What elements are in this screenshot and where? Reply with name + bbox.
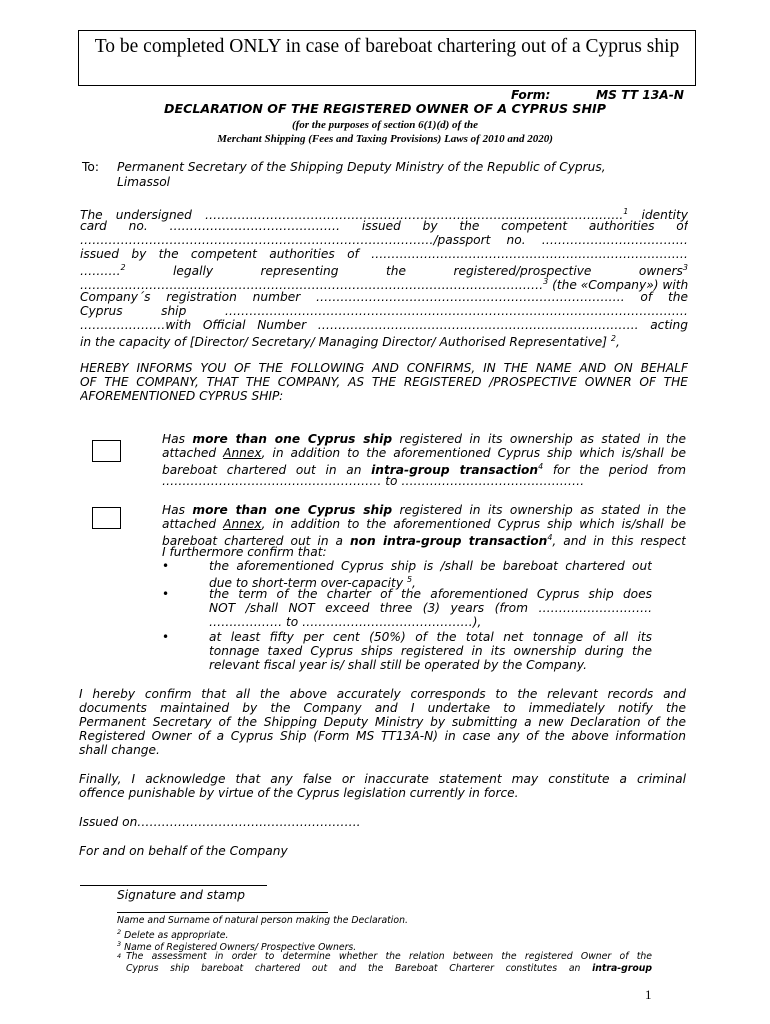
footnote-2: $^2$ Delete as appropriate. — [117, 928, 229, 942]
footnote-1: Name and Surname of natural person making the Declaration. — [117, 915, 408, 926]
completion-notice-banner — [78, 30, 696, 86]
bullet-icon: • — [162, 630, 170, 644]
form-code: MS TT 13A-N — [596, 88, 684, 102]
footnote-4-marker: 4 — [117, 952, 122, 960]
option2-line-1: Has more than one Cyprus ship registered in its ownership as stated in the — [162, 503, 686, 517]
option1-line-2: attached Annex, in addition to the aforementioned Cyprus ship which is/shall be — [162, 446, 686, 460]
option1-line-3: bareboat chartered out in an intra-group transaction$^4$ for the period from — [162, 462, 686, 478]
subtitle-line-1: (for the purposes of section 6(1)(d) of the — [291, 119, 479, 131]
acknowledge-line-2: offence punishable by virtue of the Cyprus legislation currently in force. — [79, 786, 519, 800]
bullet-icon: • — [162, 559, 170, 573]
banner-text: To be completed ONLY in case of bareboat chartering out of a Cyprus ship — [94, 36, 680, 57]
confirm-line-1: I hereby confirm that all the above accurately corresponds to the relevant records and — [79, 687, 686, 701]
footnote-4-line-2: Cyprus ship bareboat chartered out and the Bareboat Charterer constitutes an intra-group — [126, 963, 652, 974]
addressee-line-2: Limassol — [117, 175, 171, 189]
option1-period-field: ……………………………………………… to ……………………………………… — [162, 474, 585, 488]
form-label: Form: — [511, 88, 551, 102]
option2-line-3: bareboat chartered out in a non intra-group transaction$^4$, and in this respect — [162, 533, 686, 549]
addressee-line-1: Permanent Secretary of the Shipping Deputy Ministry of the Republic of Cyprus, — [117, 160, 606, 174]
bullet-3-line-1: at least fifty per cent (50%) of the total net tonnage of all its — [209, 630, 652, 644]
bullet-3-line-3: relevant fiscal year is/ shall still be operated by the Company. — [209, 658, 588, 672]
undersigned-line-5: ……….$^2$ legally representing the registered/prospective owners$^3$ — [80, 263, 688, 279]
bullet-1-line-2: due to short-term over-capacity $^5$, — [209, 575, 416, 591]
bullet-2-line-3: ……………… to ……………………………………), — [209, 615, 482, 629]
confirm-line-3: Permanent Secretary of the Shipping Deputy Ministry by submitting a new Declaration of the — [79, 715, 686, 729]
signature-label: Signature and stamp — [117, 888, 245, 902]
confirm-line-5: shall change. — [79, 743, 160, 757]
hereby-line-2: OF THE COMPANY, THAT THE COMPANY, AS THE REGISTERED /PROSPECTIVE OWNER OF THE — [80, 375, 688, 389]
bullet-3-line-2: tonnage taxed Cyprus ships registered in its ownership during the — [209, 644, 652, 658]
confirm-line-4: Registered Owner of a Cyprus Ship (Form MS TT13A-N) in case any of the above information — [79, 729, 686, 743]
undersigned-line-4: issued by the competent authorities of …………………………………………………………………… — [80, 247, 688, 261]
undersigned-line-2: card no. …………………………………… issued by the competent authorities of — [80, 219, 688, 233]
undersigned-line-7: Company´s registration number …………………………………………………………………. of the — [80, 290, 688, 304]
bullet-2-line-2: NOT /shall NOT exceed three (3) years (from ………………………. — [209, 601, 652, 615]
annex-reference: Annex — [223, 446, 262, 460]
undersigned-line-6: ……………………………………………………………………………………………………$^3$ (the «Company») with — [80, 277, 688, 293]
to-label: To: — [82, 160, 99, 174]
issued-on-field: Issued on………………………………………………. — [79, 815, 361, 829]
bullet-1-line-1: the aforementioned Cyprus ship is /shall be bareboat chartered out — [209, 559, 652, 573]
undersigned-line-1: The undersigned ………………………………………………………………………………………….$^1$ identity — [80, 207, 688, 223]
bullet-2-line-1: the term of the charter of the aforementioned Cyprus ship does — [209, 587, 652, 601]
signature-line — [80, 885, 267, 886]
option-intra-group-checkbox[interactable] — [92, 440, 121, 462]
undersigned-line-8: Cyprus ship …………………………………………………………………………………………………… — [80, 304, 688, 318]
undersigned-line-3: ……………………………………………………………………………/passport no. ……………………………… — [80, 233, 688, 247]
option2-line-4: I furthermore confirm that: — [162, 545, 327, 559]
subtitle-line-2: Merchant Shipping (Fees and Taxing Provisions) Laws of 2010 and 2020) — [217, 133, 553, 145]
option2-line-2: attached Annex, in addition to the aforementioned Cyprus ship which is/shall be — [162, 517, 686, 531]
footnote-4-line-1: The assessment in order to determine whether the relation between the registered Owner of the — [126, 951, 652, 962]
page-number: 1 — [645, 987, 652, 1002]
confirm-line-2: documents maintained by the Company and I undertake to immediately notify the — [79, 701, 686, 715]
bullet-icon: • — [162, 587, 170, 601]
footnote-3: $^3$ Name of Registered Owners/ Prospective Owners. — [117, 940, 357, 954]
undersigned-line-9: …………………with Official Number ……………………………………………………………………. acting — [80, 318, 688, 332]
footnote-separator — [117, 912, 328, 913]
undersigned-line-10: in the capacity of [Director/ Secretary/ Managing Director/ Authorised Representative] $^2$, — [80, 334, 620, 350]
on-behalf-label: For and on behalf of the Company — [79, 844, 288, 858]
hereby-line-3: AFOREMENTIONED CYPRUS SHIP: — [80, 389, 284, 403]
option1-line-1: Has more than one Cyprus ship registered in its ownership as stated in the — [162, 432, 686, 446]
option-non-intra-group-checkbox[interactable] — [92, 507, 121, 529]
annex-reference: Annex — [223, 517, 262, 531]
acknowledge-line-1: Finally, I acknowledge that any false or inaccurate statement may constitute a criminal — [79, 772, 686, 786]
hereby-line-1: HEREBY INFORMS YOU OF THE FOLLOWING AND CONFIRMS, IN THE NAME AND ON BEHALF — [80, 361, 688, 375]
page-title: DECLARATION OF THE REGISTERED OWNER OF A CYPRUS SHIP — [164, 101, 606, 116]
